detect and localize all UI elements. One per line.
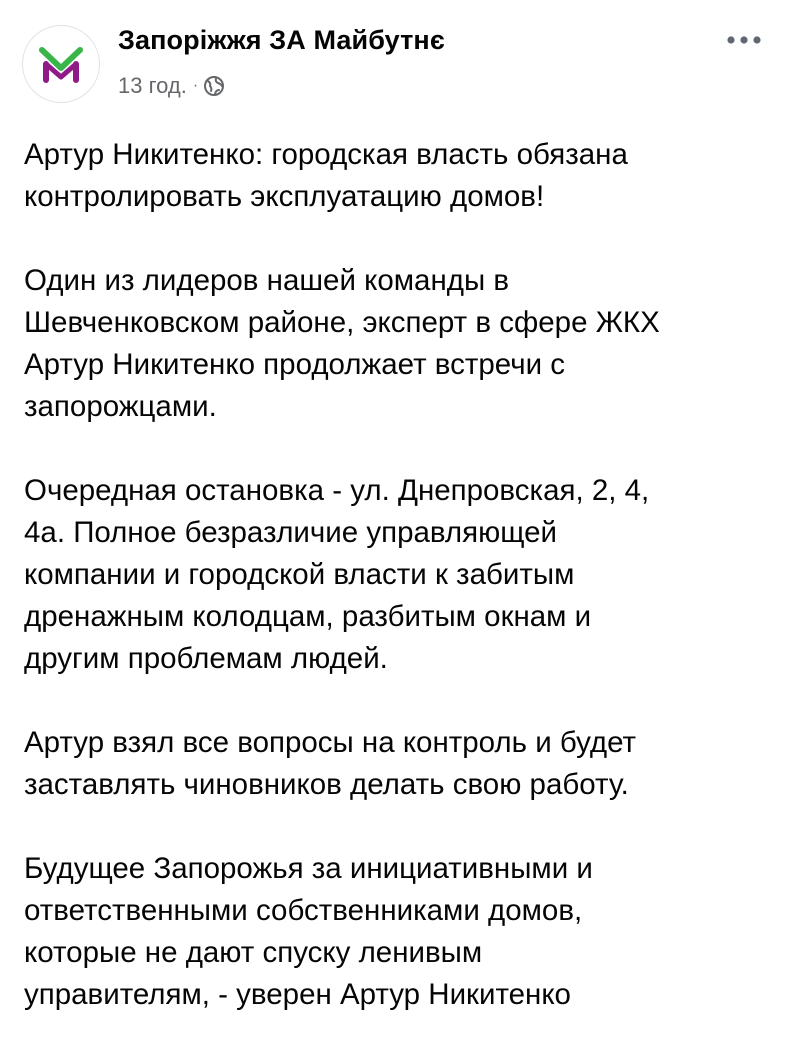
text-line: Артур Никитенко продолжает встречи с <box>24 348 566 381</box>
post-paragraph-3 <box>24 470 784 680</box>
text-line: Один из лидеров нашей команды в <box>24 264 510 297</box>
text-line: Артур взял все вопросы на контроль и будет <box>24 726 637 759</box>
post-meta <box>118 73 225 99</box>
text-line: дренажным колодцам, разбитым окнам и <box>24 600 592 633</box>
text-line: запорожцами. <box>24 390 217 423</box>
text-line: другим проблемам людей. <box>24 642 388 675</box>
post-paragraph-2 <box>24 260 784 428</box>
text-line: Шевченковском районе, эксперт в сфере ЖКХ <box>24 306 660 339</box>
text-line: ответственными собственниками домов, <box>24 894 583 927</box>
meta-separator: · <box>192 77 199 94</box>
text-line: компании и городской власти к забитым <box>24 558 575 591</box>
page-name-link[interactable]: Запоріжжя ЗА Майбутнє <box>118 25 445 55</box>
text-line: Очередная остановка - ул. Днепровская, 2, 4, <box>24 474 650 507</box>
text-line: управителям, - уверен Артур Никитенко <box>24 978 571 1011</box>
post-paragraph-1 <box>24 134 784 218</box>
post-paragraph-5 <box>24 848 784 1016</box>
text-line: заставлять чиновников делать свою работу. <box>24 768 629 801</box>
more-options-button[interactable] <box>718 22 770 58</box>
text-line: Будущее Запорожья за инициативными и <box>24 852 593 885</box>
brand-logo-m-icon <box>38 44 84 84</box>
text-line: которые не дают спуску ленивым <box>24 936 483 969</box>
page-avatar[interactable] <box>22 25 100 103</box>
text-line: Артур Никитенко: городская власть обязана <box>24 138 628 171</box>
text-line: контролировать эксплуатацию домов! <box>24 180 545 213</box>
post-paragraph-4 <box>24 722 784 806</box>
post-text <box>24 134 784 1058</box>
text-line: 4а. Полное безразличие управляющей <box>24 516 558 549</box>
more-options-icon <box>726 35 762 45</box>
globe-icon[interactable] <box>203 75 225 97</box>
post-timestamp[interactable]: 13 год. <box>118 73 187 98</box>
